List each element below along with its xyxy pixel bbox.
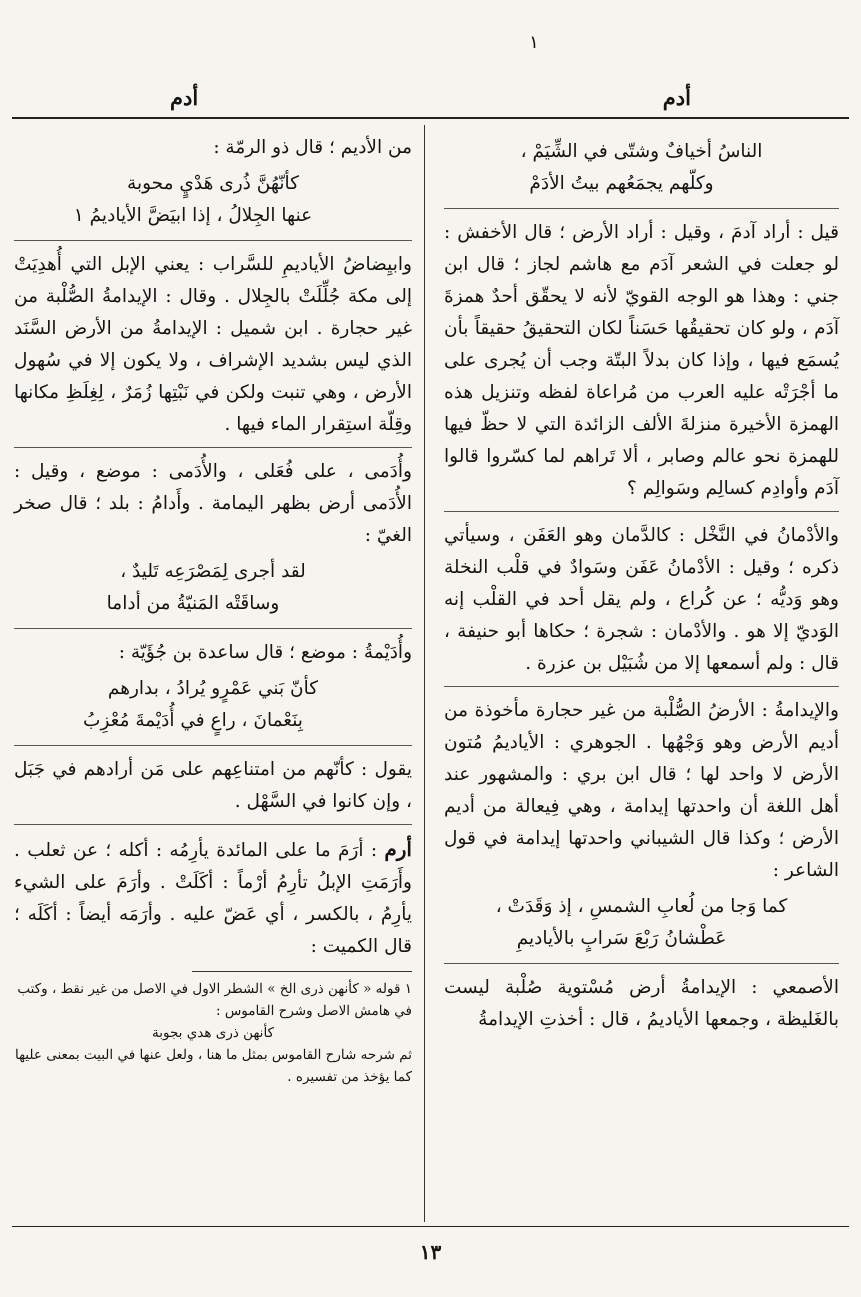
paragraph: قيل : أراد آدمَ ، وقيل : أراد الأرض ؛ قال الأخفش : لو جعلت في الشعر آدَم مع هاشم لجاز ؛ قال ابن جني : وهذا هو الوجه القويّ لأنه لا يحقّق أحدٌ همزةَ آدَم ، ولو كان تحقيقُها حَسَناً لكان التحقيقُ حقيقاً بأن يُسمَع فيها ، وإذا كان بدلاً البتّة وجب أن يُجرى على ما أجْرَتْه عليه العرب من مُراعاة لفظه وتنزيل هذه الهمزة الأخيرة منزلةَ الألف الزائدة التي لا حظّ فيها للهمزة نحو عالم وصابر ، ألا تَراهم لما كسّروا قالوا آدَم وأوادِم كسالِم وسَوالِم ؟ [444, 208, 839, 505]
footnote-verse: كأنهن ذرى هدي بجوبة [152, 1025, 274, 1041]
footer-rule [12, 1226, 849, 1227]
verse [14, 168, 412, 232]
left-column [14, 132, 412, 1088]
verse-line: بِنَعْمانَ ، راعٍ في أُدَيْمةَ مُعْزِبُ [83, 710, 303, 731]
verse-line: كأنّ بَني عَمْرٍو يُرادُ ، بدارهم [107, 678, 319, 699]
verse [14, 673, 412, 737]
page-number: ١٣ [419, 1240, 442, 1264]
footnote-line: ١ قوله « كأنهن ذرى الخ » الشطر الاول في الاصل من غير نقط ، وكتب في هامش الاصل وشرح القاموس : [17, 981, 412, 1019]
verse-line: لقد أجرى لِمَصْرَعِه تَليدٌ ، [120, 561, 306, 582]
entry-paragraph [14, 824, 412, 963]
header-rule [12, 117, 849, 119]
paragraph: يقول : كأنّهم من امتناعِهم على مَن أرادهم في جَبَل ، وإن كانوا في السَّهْل . [14, 745, 412, 818]
running-header-right: أدم [662, 85, 691, 110]
verse-line: كأنّهُنَّ ذُرى هَدْيٍ محوبة [127, 173, 299, 194]
footnote [14, 978, 412, 1088]
verse-line: عَطْشانُ رَبْعَ سَرابٍ بالأياديمِ [516, 928, 727, 949]
verse-line: وساقَتْه المَنيّةُ من أداما [106, 593, 280, 614]
right-column [444, 132, 839, 1040]
entry-text: : أرَمَ ما على المائدة يأرِمُه : أكله ؛ عن ثعلب . وأَرَمَتِ الإبلُ تأرِمُ أرْماً : أكَلَتْ . وأرَمَ على الشيء يأرِمُ ، بالكسر ، أي عَضّ عليه . وأرَمَه أيضاً : أكَلَه ؛ قال الكميت : [14, 840, 412, 957]
verse [444, 136, 839, 200]
paragraph: وابيِضاضُ الأياديمِ للسَّراب : يعني الإبل التي أُهدِيَتْ إلى مكة جُلِّلَتْ بالجِلال . وقال : الإيدامةُ الصُّلْبة من غير حجارة . ابن شميل : الإيدامةُ من الأرض السَّنَد الذي ليس بشديد الإشراف ، ولا يكون إلا في سُهول الأرض ، وهي تنبت ولكن في نَبْتِها زُمَرٌ ، لِغِلَظِ مكانها وقِلّة استِقرار الماء فيها . [14, 240, 412, 441]
paragraph: من الأديم ؛ قال ذو الرمّة : [213, 137, 412, 158]
verse-line: الناسُ أخيافٌ وشتّى في الشِّيَمْ ، [520, 141, 763, 162]
verse [444, 891, 839, 955]
column-divider [424, 125, 425, 1222]
entry-headword: أرم [384, 837, 412, 861]
footnote-line: ثم شرحه شارح القاموس بمثل ما هنا ، ولعل عنها في البيت بمعنى عليها كما يؤخذ من تفسيره . [14, 1047, 412, 1085]
paragraph: والأدْمانُ في النَّخْل : كالدَّمان وهو العَفَن ، وسيأتي ذكره ؛ وقيل : الأدْمانُ عَفَن وسَوادٌ في قلْب النخلة وهو وَديُّه ؛ عن كُراع ، ولم يقل أحد في القلْب إنه الوَديّ إلا هو . والأدْمان : شجرة ؛ حكاها أبو حنيفة ، قال : ولم أسمعها إلا من شُبَيْل بن عزرة . [444, 511, 839, 680]
verse-line: وكلّهم يجمَعُهم بيتُ الأدَمْ [529, 173, 714, 194]
paragraph: وأُدَيْمةُ : موضع ؛ قال ساعدة بن جُؤَيّة : [14, 628, 412, 669]
signature-mark: ١ [529, 32, 539, 53]
running-header-left: أدم [170, 85, 199, 110]
verse-line: كما وَجا من لُعابِ الشمسِ ، إذ وَقَدَتْ ، [495, 896, 788, 917]
verse [14, 556, 412, 620]
verse-line: عنها الجِلالُ ، إذا ابيَضَّ الأياديمُ ١ [73, 205, 313, 226]
footnote-rule [192, 971, 412, 972]
paragraph: الأصمعي : الإيدامةُ أرض مُسْتوية صُلْبة ليست بالغَليظة ، وجمعها الأياديمُ ، قال : أخذتِ الإيدامةُ [444, 963, 839, 1036]
paragraph: والإيدامةُ : الأرضُ الصُّلْبة من غير حجارة مأخوذة من أديم الأرض وهو وَجْهُها . الجوهري : الأياديمُ مُتون الأرض لا واحد لها ؛ قال ابن بري : والمشهور عند أهل اللغة أن واحدتها إيدامة ، وهي فِيعالة من أديم الأرض ؛ وكذا قال الشيباني واحدتها إيدامة في قول الشاعر : [444, 686, 839, 887]
paragraph: وأُدَمى ، على فُعَلى ، والأُدَمى : موضع ، وقيل : الأُدَمى أرض بظهر اليمامة . وأَدامُ : بلد ؛ قال صخر الغيّ : [14, 447, 412, 552]
